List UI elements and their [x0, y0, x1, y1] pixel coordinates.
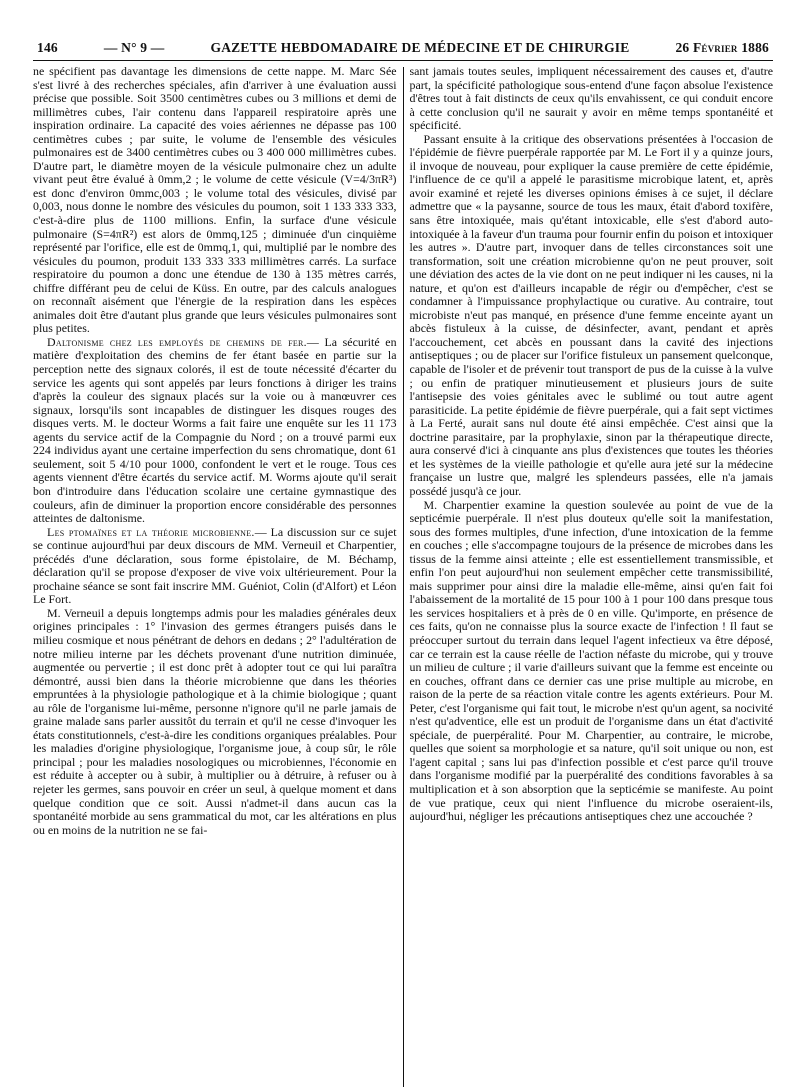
- section-heading-ptomaines: Les ptomaïnes et la théorie microbienne.: [47, 524, 255, 539]
- paragraph-daltonisme: [33, 336, 397, 526]
- left-column: [33, 65, 403, 1087]
- daltonisme-text: — La sécurité en matière d'exploitation des chemins de fer étant basée en partie sur la perception nette des signaux colorés, il est de toute nécessité d'écarter du service les agents qui sont appelés par leurs fonctions à diriger les trains d'après la couleur des signaux placés sur la voie ou à manœuvrer ces signaux, lorsqu'ils sont incapables de distinguer les disques rouges des disques verts. M. le docteur Worms a fait faire une enquête sur les 11 173 agents du service actif de la Compagnie du Nord ; on a trouvé parmi eux 224 individus ayant une certaine imperfection du sens chromatique, dont 61 seulement, soit 5 4/10 pour 1000, confondent le vert et le rouge. Tous ces agents viennent d'être écartés du service actif. M. Worms ajoute qu'il serait bon d'introduire dans l'éducation scolaire une certaine gymnastique des couleurs, afin de diminuer la proportion encore considérable des personnes atteintes de daltonisme.: [33, 334, 397, 526]
- article-columns: [33, 65, 773, 1087]
- journal-title-medecine: MÉDECINE: [424, 40, 501, 55]
- journal-title-prefix: GAZETTE HEBDOMADAIRE DE: [210, 40, 421, 55]
- issue-number: — N° 9 —: [103, 40, 165, 55]
- right-column: [404, 65, 774, 1087]
- paragraph-specificite: sant jamais toutes seules, impliquent nécessairement des causes et, d'autre part, la spécificité pathologique sous-entend d'une façon absolue l'existence d'êtres tout à fait distincts de ceux qu'ils envahissent, ce qui conduit encore à cette conclusion qu'il ne saurait y avoir en même temps spontanéité et spécificité.: [409, 64, 774, 133]
- ptomaines-text: — La discussion sur ce sujet se continue aujourd'hui par deux discours de MM. Verneuil et Charpentier, précédés d'une déclaration, sous forme épistolaire, de M. Béchamp, déclaration qu'il se propose d'exposer de vive voix ultérieurement. Pour la prochaine séance se sont fait inscrire MM. Guéniot, Colin (d'Alfort) et Léon Le Fort.: [33, 524, 397, 607]
- journal-title: [211, 40, 630, 56]
- running-head: [33, 40, 773, 61]
- paragraph-ptomaines: [33, 526, 397, 607]
- journal-title-chirurgie: CHIRURGIE: [548, 40, 630, 55]
- journal-title-et: ET DE: [503, 40, 545, 55]
- paragraph-epidemie: Passant ensuite à la critique des observations présentées à l'occasion de l'épidémie de fièvre puerpérale rapportée par M. Le Fort il y a quinze jours, il invoque de nouveau, pour expliquer la cause première de cette épidémie, l'influence de ce qu'il a appelé le parasitisme microbique latent, et, après avoir examiné et rejeté les diverses opinions émises à ce sujet, il déclare admettre que « la paysanne, source de tous les maux, était d'abord toxifère, sans être intoxiquée, mais qu'étant intoxicable, elle s'est d'abord auto-intoxiquée à la faveur d'un trauma pour fournir enfin du poison et intoxiquer les autres ». D'autre part, invoquer dans de telles circonstances soit une transformation, soit une création microbienne qu'on ne peut prouver, soit une déviation des actes de la vie dont on ne peut indiquer ni les causes, ni la nature, et qu'on est d'ailleurs incapable de régir ou d'empêcher, c'est se condamner à l'impuissance prophylactique ou curative. Au contraire, tout microbiste n'eut pas manqué, en présence d'une femme enceinte ayant un abcès fistuleux à la cuisse, de désinfecter, avant, pendant et après l'accouchement, cet abcès en poussant dans la cavité des injections antiseptiques ; ou de placer sur l'orifice fistuleux un pansement quelconque, capable de l'isoler et de prévenir tout transport de pus de la cuisse à la vulve ; ou enfin de pratiquer minutieusement et plusieurs jours de suite l'antisepsie des voies génitales avec le sublimé ou tout autre agent parasiticide. La petite épidémie de fièvre puerpérale, qui a fait sept victimes à La Ferté, aurait sans nul doute été ainsi empêchée. C'est ainsi que la doctrine parasitaire, par la prophylaxie, sinon par la thérapeutique directe, aura conservé d'ici à cinquante ans plus d'existences que toutes les théories et les systèmes de la vieille pathologie et qu'elle aura jeté sur la médecine française un lustre que, malgré les splendeurs passées, elle n'a jamais possédé jusqu'à ce jour.: [409, 131, 774, 498]
- paragraph-verneuil: M. Verneuil a depuis longtemps admis pour les maladies générales deux origines principales : 1° l'invasion des germes étrangers puisés dans le milieu cosmique et nous pénétrant de dehors en dedans ; 2° l'adultération de notre milieu interne par les déchets provenant d'une nutrition diminuée, augmentée ou pervertie ; il est donc prêt à adopter tout ce qui lui paraîtra démontré, aussi bien dans la théorie microbienne que dans les théories empruntées à la physiologie pathologique et à la chimie biologique ; quant au rôle de l'organisme lui-même, personne n'ignore qu'il ne parle jamais de graine malade sans parler aussitôt du terrain et qu'il ne cesse d'invoquer les états constitutionnels, c'est-à-dire les conditions organiques préalables. Pour les maladies d'origine physiologique, l'organisme joue, à coup sûr, le rôle principal ; pour les maladies nosologiques ou microbiennes, l'économie en est réduite à accepter ou à subir, à multiplier ou à détruire, à refuser ou à rejeter les germes, sans pouvoir en créer un seul, à quelque moment et dans quelque condition que ce soit. Aussi n'admet-il dans aucun cas la spontanéité morbide au sens grammatical du mot, car les altérations en plus ou en moins de la nutrition ne se fai-: [33, 605, 397, 837]
- issue-date: 26 Février 1886: [675, 40, 769, 55]
- paragraph-lung-surface: ne spécifient pas davantage les dimensions de cette nappe. M. Marc Sée s'est livré à des recherches spéciales, afin d'arriver à une évaluation aussi précise que possible. Soit 3500 centimètres cubes ou 3 millions et demi de millimètres cubes, l'air contenu dans l'appareil respiratoire après une inspiration ordinaire. La capacité des voies aériennes ne dépasse pas 100 centimètres cubes ; par suite, le volume de l'ensemble des vésicules pulmonaires est de 3400 centimètres cubes ou 3 400 000 millimètres cubes. D'autre part, le diamètre moyen de la vésicule pulmonaire chez un adulte vivant peut être évalué à 0mm,2 ; le volume de cette vésicule (V=4/3πR³) est donc d'environ 0mmc,003 ; le volume total des vésicules, divisé par 0,003, nous donne le nombre des vésicules du poumon, soit 1 133 333 333, c'est-à-dire plus de 1100 millions. Enfin, la surface d'une vésicule pulmonaire (S=4πR²) est alors de 0mmq,125 ; diminuée d'un cinquième représenté par l'orifice, elle est de 0mmq,1, qui, multiplié par le nombre des vésicules du poumon, produit 133 333 333 millimètres carrés. La surface respiratoire du poumon a donc une étendue de 130 à 135 mètres carrés, chiffre différant peu de celui de Küss. En outre, par des calculs analogues on reconnaît aisément que l'énergie de la respiration dans les espèces animales doit être d'autant plus grande que leurs vésicules pulmonaires sont plus petites.: [33, 64, 397, 336]
- section-heading-daltonisme: Daltonisme chez les employés de chemins de fer.: [47, 334, 307, 349]
- paragraph-charpentier: M. Charpentier examine la question soulevée au point de vue de la septicémie puerpérale. Il n'est plus douteux qu'elle soit la manifestation, sous des formes multiples, d'une infection, d'une intoxication de la femme en couches ; elle s'accompagne toujours de la présence de microbes dans les tissus de la femme ainsi atteinte ; elle est essentiellement transmissible, et enfin l'on peut aujourd'hui non seulement empêcher cette transmissibilité, mais supprimer pour ainsi dire la maladie elle-même, ainsi qu'en fait foi l'abaissement de la mortalité de 15 pour 100 à 1 pour 100 dans presque tous les services hospitaliers et à près de 0 en ville. Qu'importe, en présence de ces faits, qu'on ne connaisse plus la source exacte de l'infection ! Il faut se préoccuper surtout du terrain dans lequel l'agent infectieux va être déposé, car ce terrain est la cause réelle de l'action néfaste du microbe, qui y trouve un milieu de culture ; il varie d'ailleurs suivant que la femme est enceinte ou en couches, offrant dans ce dernier cas une prise multiple au microbe, en raison de la perte de sa réaction vitale contre les agents extérieurs. Pour M. Peter, c'est l'organisme qui fait tout, le microbe n'est qu'un agent, sa nocivité n'est qu'adventice, elle est un produit de l'organisme dans un état d'activité spéciale, de puerpéralité. Pour M. Charpentier, au contraire, le microbe, quelles que soient sa morphologie et sa nature, qu'il soit unique ou non, est l'agent capital ; sans lui pas d'infection possible et c'est parce qu'il trouve dans l'organisme modifié par la puerpéralité des conditions favorables à sa multiplication et à son absorption que la septicémie se manifeste. Au point de vue pratique, ceux qui nient l'influence du microbe oseraient-ils, aujourd'hui, négliger les précautions antiseptiques chez une accouchée ?: [409, 497, 774, 824]
- page-number: 146: [37, 40, 58, 55]
